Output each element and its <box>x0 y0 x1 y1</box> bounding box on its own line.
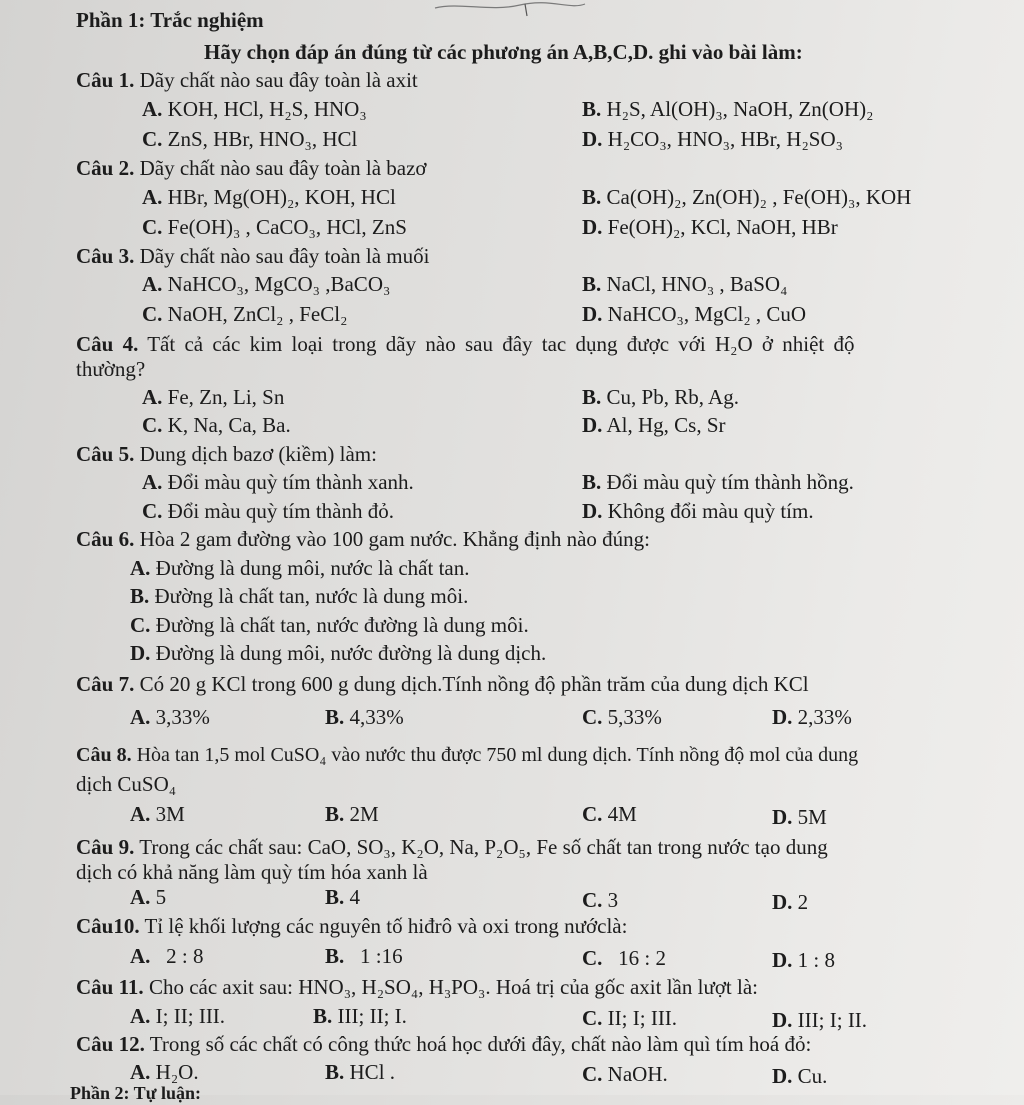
question-label: Câu 1. <box>76 68 135 92</box>
option-5c[interactable] <box>142 499 394 523</box>
option-letter: A. <box>130 885 151 909</box>
option-text: Đường là dung môi, nước là chất tan. <box>150 556 470 580</box>
option-9b[interactable] <box>325 885 360 909</box>
option-letter: A. <box>142 385 163 409</box>
option-letter: D. <box>772 890 793 914</box>
option-letter: C. <box>582 802 603 826</box>
option-text: II; I; III. <box>602 1006 678 1030</box>
question-text: Hòa 2 gam đường vào 100 gam nước. Khẳng định nào đúng: <box>139 527 650 551</box>
option-letter: B. <box>325 802 345 826</box>
option-1a[interactable] <box>142 97 367 121</box>
option-letter: C. <box>582 888 603 912</box>
option-text: HCl . <box>344 1060 396 1084</box>
option-text: 1 :16 <box>344 944 403 968</box>
option-letter: B. <box>582 185 602 209</box>
option-letter: A. <box>130 1004 151 1028</box>
option-letter: B. <box>582 97 602 121</box>
option-text: Đổi màu quỳ tím thành đỏ. <box>162 499 394 523</box>
question-text: Cho các axit sau: HNO₃, H₂SO₄, H₃PO₃. Hoá trị của gốc axit lần lượt là: <box>148 975 758 999</box>
option-letter: A. <box>142 97 163 121</box>
option-text: 5M <box>792 805 827 829</box>
part1-title: Phần 1: Trắc nghiệm <box>76 8 264 32</box>
option-10b[interactable] <box>325 944 403 968</box>
option-12d[interactable] <box>772 1064 827 1088</box>
question-label: Câu10. <box>76 914 140 938</box>
question-label: Câu 9. <box>76 835 135 859</box>
question-5 <box>76 442 377 466</box>
option-8c[interactable] <box>582 802 637 826</box>
option-5b[interactable] <box>582 470 854 494</box>
option-6a[interactable] <box>130 556 470 580</box>
option-text: 5,33% <box>602 705 662 729</box>
option-letter: C. <box>582 1006 603 1030</box>
option-text: 4M <box>602 802 637 826</box>
option-text: Đổi màu quỳ tím thành hồng. <box>601 470 854 494</box>
question-1 <box>76 68 418 92</box>
question-text: Hòa tan 1,5 mol CuSO₄ vào nước thu được 750 ml dung dịch. Tính nồng độ mol của dung <box>136 744 859 766</box>
option-letter: A. <box>130 1060 151 1084</box>
option-letter: B. <box>582 385 602 409</box>
option-text: Fe(OH)₂, KCl, NaOH, HBr <box>602 215 838 239</box>
question-text: Có 20 g KCl trong 600 g dung dịch.Tính nồng độ phần trăm của dung dịch KCl <box>139 672 809 696</box>
option-9d[interactable] <box>772 890 808 914</box>
option-text: 2 : 8 <box>150 944 204 968</box>
option-text: 3M <box>150 802 185 826</box>
question-text: Dung dịch bazơ (kiềm) làm: <box>139 442 377 466</box>
question-text: Dãy chất nào sau đây toàn là bazơ <box>139 156 427 180</box>
option-text: H₂O. <box>150 1060 199 1084</box>
option-text: 16 : 2 <box>602 946 667 970</box>
option-letter: D. <box>772 805 793 829</box>
option-8a[interactable] <box>130 802 185 826</box>
option-6d[interactable] <box>130 641 546 665</box>
option-letter: B. <box>582 470 602 494</box>
question-10 <box>76 914 627 938</box>
option-4b[interactable] <box>582 385 739 409</box>
option-letter: C. <box>142 302 163 326</box>
option-text: 3 <box>602 888 619 912</box>
option-letter: B. <box>130 584 150 608</box>
option-8d[interactable] <box>772 805 827 829</box>
question-text: Tất cả các kim loại trong dãy nào sau đây tac dụng được với H₂O ở nhiệt độ <box>147 332 855 356</box>
option-text: 1 : 8 <box>792 948 836 972</box>
option-text: H₂S, Al(OH)₃, NaOH, Zn(OH)₂ <box>601 97 874 121</box>
option-letter: C. <box>582 946 603 970</box>
question-9-cont: dịch có khả năng làm quỳ tím hóa xanh là <box>76 860 428 884</box>
option-9a[interactable] <box>130 885 166 909</box>
option-4a[interactable] <box>142 385 284 409</box>
option-10d[interactable] <box>772 948 835 972</box>
option-text: Cu. <box>792 1064 828 1088</box>
option-text: Đường là chất tan, nước đường là dung môi. <box>150 613 529 637</box>
question-label: Câu 6. <box>76 527 135 551</box>
option-text: III; II; I. <box>332 1004 407 1028</box>
option-letter: C. <box>582 705 603 729</box>
question-label: Câu 11. <box>76 975 144 999</box>
option-1b[interactable] <box>582 97 873 121</box>
option-text: NaHCO₃, MgCO₃ ,BaCO₃ <box>162 272 391 296</box>
option-letter: A. <box>130 556 151 580</box>
option-7b[interactable] <box>325 705 404 729</box>
question-text: Trong số các chất có công thức hoá học dưới đây, chất nào làm quì tím hoá đỏ: <box>149 1032 812 1056</box>
option-letter: A. <box>130 802 151 826</box>
option-text: NaHCO₃, MgCl₂ , CuO <box>602 302 807 326</box>
option-letter: A. <box>142 185 163 209</box>
option-text: NaOH. <box>602 1062 668 1086</box>
option-text: 3,33% <box>150 705 210 729</box>
question-label: Câu 4. <box>76 332 139 356</box>
option-letter: A. <box>142 470 163 494</box>
option-letter: B. <box>325 705 345 729</box>
option-letter: D. <box>772 948 793 972</box>
option-1c[interactable] <box>142 127 357 151</box>
option-letter: B. <box>325 1060 345 1084</box>
option-6c[interactable] <box>130 613 529 637</box>
question-label: Câu 8. <box>76 744 132 766</box>
option-3c[interactable] <box>142 302 347 326</box>
option-letter: A. <box>130 944 151 968</box>
option-text: 2,33% <box>792 705 852 729</box>
option-letter: D. <box>582 215 603 239</box>
instruction: Hãy chọn đáp án đúng từ các phương án A,B,C,D. ghi vào bài làm: <box>204 40 803 64</box>
option-3a[interactable] <box>142 272 390 296</box>
option-2d[interactable] <box>582 215 838 239</box>
option-text: 5 <box>150 885 167 909</box>
option-4d[interactable] <box>582 413 726 437</box>
option-text: 2M <box>344 802 379 826</box>
option-12b[interactable] <box>325 1060 395 1084</box>
question-label: Câu 3. <box>76 244 135 268</box>
option-letter: D. <box>772 705 793 729</box>
option-text: ZnS, HBr, HNO₃, HCl <box>162 127 358 151</box>
option-2b[interactable] <box>582 185 911 209</box>
option-text: Đổi màu quỳ tím thành xanh. <box>162 470 414 494</box>
option-6b[interactable] <box>130 584 468 608</box>
option-text: I; II; III. <box>150 1004 226 1028</box>
option-letter: D. <box>582 499 603 523</box>
option-4c[interactable] <box>142 413 291 437</box>
option-letter: A. <box>142 272 163 296</box>
option-text: Đường là dung môi, nước đường là dung dịch. <box>150 641 547 665</box>
option-text: Al, Hg, Cs, Sr <box>602 413 726 437</box>
question-label: Câu 7. <box>76 672 135 696</box>
option-letter: D. <box>130 641 151 665</box>
option-letter: C. <box>130 613 151 637</box>
option-10a[interactable] <box>130 944 204 968</box>
question-8 <box>76 743 858 767</box>
question-text: Dãy chất nào sau đây toàn là muối <box>139 244 430 268</box>
option-letter: C. <box>582 1062 603 1086</box>
question-9 <box>76 835 828 859</box>
option-text: Đường là chất tan, nước là dung môi. <box>149 584 469 608</box>
question-7 <box>76 672 809 696</box>
option-2a[interactable] <box>142 185 396 209</box>
option-7a[interactable] <box>130 705 210 729</box>
option-text: 4,33% <box>344 705 404 729</box>
option-letter: C. <box>142 127 163 151</box>
option-10c[interactable] <box>582 946 666 970</box>
option-letter: D. <box>582 127 603 151</box>
option-3d[interactable] <box>582 302 806 326</box>
option-5d[interactable] <box>582 499 814 523</box>
option-letter: A. <box>130 705 151 729</box>
pen-scribble-icon <box>430 0 590 22</box>
option-text: 2 <box>792 890 809 914</box>
option-3b[interactable] <box>582 272 787 296</box>
option-11d[interactable] <box>772 1008 867 1032</box>
option-text: III; I; II. <box>792 1008 868 1032</box>
option-letter: C. <box>142 499 163 523</box>
option-8b[interactable] <box>325 802 379 826</box>
option-letter: C. <box>142 215 163 239</box>
option-7d[interactable] <box>772 705 852 729</box>
option-letter: D. <box>772 1008 793 1032</box>
option-12c[interactable] <box>582 1062 668 1086</box>
question-11 <box>76 975 758 999</box>
option-text: HBr, Mg(OH)₂, KOH, HCl <box>162 185 396 209</box>
option-letter: B. <box>313 1004 333 1028</box>
option-letter: D. <box>772 1064 793 1088</box>
question-4-cont: thường? <box>76 357 146 381</box>
option-letter: B. <box>325 885 345 909</box>
option-text: H₂CO₃, HNO₃, HBr, H₂SO₃ <box>602 127 843 151</box>
option-letter: D. <box>582 413 603 437</box>
option-text: Ca(OH)₂, Zn(OH)₂ , Fe(OH)₃, KOH <box>601 185 912 209</box>
question-12 <box>76 1032 811 1056</box>
option-text: Cu, Pb, Rb, Ag. <box>601 385 739 409</box>
question-text: Trong các chất sau: CaO, SO₃, K₂O, Na, P₂O₅, Fe số chất tan trong nước tạo dung <box>139 835 828 859</box>
option-text: Không đổi màu quỳ tím. <box>602 499 814 523</box>
option-text: Fe, Zn, Li, Sn <box>162 385 285 409</box>
option-11c[interactable] <box>582 1006 677 1030</box>
question-3 <box>76 244 429 268</box>
option-letter: C. <box>142 413 163 437</box>
option-text: NaOH, ZnCl₂ , FeCl₂ <box>162 302 348 326</box>
option-letter: D. <box>582 302 603 326</box>
question-2 <box>76 156 427 180</box>
option-text: K, Na, Ca, Ba. <box>162 413 291 437</box>
option-text: NaCl, HNO₃ , BaSO₄ <box>601 272 788 296</box>
option-7c[interactable] <box>582 705 662 729</box>
option-text: KOH, HCl, H₂S, HNO₃ <box>162 97 367 121</box>
question-text: Tỉ lệ khối lượng các nguyên tố hiđrô và oxi trong nướclà: <box>144 914 628 938</box>
question-label: Câu 2. <box>76 156 135 180</box>
option-11a[interactable] <box>130 1004 225 1028</box>
part2-title: Phần 2: Tự luận: <box>70 1083 202 1103</box>
option-letter: B. <box>325 944 345 968</box>
question-6 <box>76 527 650 551</box>
option-11b[interactable] <box>313 1004 407 1028</box>
option-1d[interactable] <box>582 127 843 151</box>
option-2c[interactable] <box>142 215 407 239</box>
question-label: Câu 12. <box>76 1032 145 1056</box>
question-4 <box>76 332 854 356</box>
option-5a[interactable] <box>142 470 414 494</box>
option-letter: B. <box>582 272 602 296</box>
option-text: Fe(OH)₃ , CaCO₃, HCl, ZnS <box>162 215 407 239</box>
question-text: Dãy chất nào sau đây toàn là axit <box>139 68 418 92</box>
question-label: Câu 5. <box>76 442 135 466</box>
question-8-cont: dịch CuSO₄ <box>76 772 177 796</box>
option-9c[interactable] <box>582 888 618 912</box>
option-text: 4 <box>344 885 361 909</box>
